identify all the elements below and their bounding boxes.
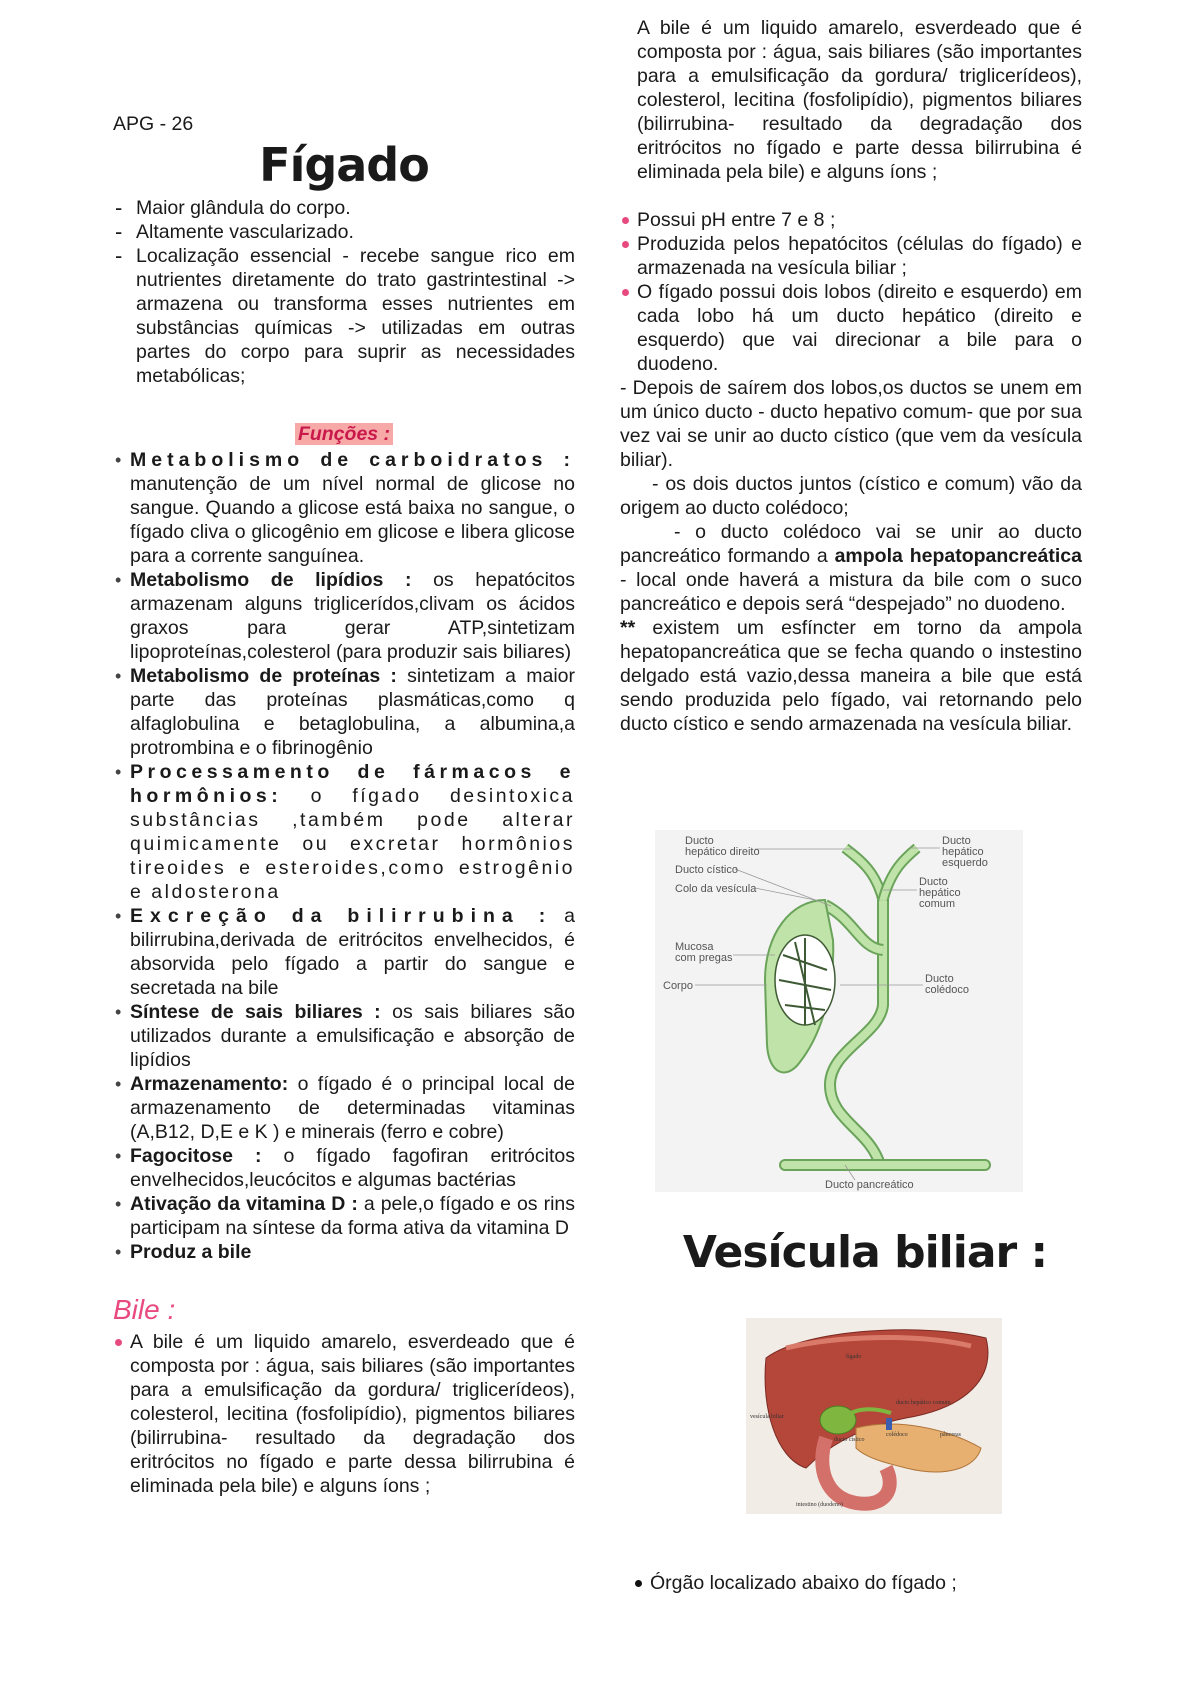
label-pancreatic: Ducto pancreático [825,1179,914,1191]
list-item: - Altamente vascularizado. [113,220,575,244]
liver-anatomy-illustration [746,1318,1002,1514]
list-item: • Produz a bile [113,1240,575,1264]
anat-label-vesicula: vesícula biliar [750,1414,784,1420]
paragraph: - Depois de saírem dos lobos,os ductos se unem em um único ducto - ducto hepativo comum- que por sua vez vai se unir ao ducto cístico (que vem da vesícula biliar). [620,377,1082,471]
label-mucosa: Mucosa [675,941,714,953]
page-title: Fígado [259,138,429,192]
list-item: • Armazenamento: o fígado é o principal local de armazenamento de determinadas vitaminas (A,B12, D,E e K ) e minerais (ferro e cobre) [113,1072,575,1144]
page-code: APG - 26 [113,113,194,135]
vessel-shape [886,1418,892,1430]
anat-label-cistico: ducto cístico [834,1437,865,1443]
list-item: Produzida pelos hepatócitos (células do fígado) e armazenada na vesícula biliar ; [620,232,1082,280]
bile-list-start [113,1330,575,1497]
list-item: A bile é um liquido amarelo, esverdeado que é composta por : água, sais biliares (são importantes para a emulsificação da gordura/ triglicerídeos), colesterol, lecitina (fosfolipídio), pigmentos biliares (bilirrubina- resultado da degradação dos eritrócitos no fígado e parte dessa bilirrubina é eliminada pela bile) e alguns íons ; [113,1330,575,1426]
label-coledoco-2: colédoco [925,984,970,996]
list-item: O fígado possui dois lobos (direito e esquerdo) em cada lobo há um ducto hepático (direito e esquerdo) que vai direcionar a bile para o duodeno. [620,280,1082,376]
paragraph: - o ducto colédoco vai se unir ao ducto pancreático formando a ampola hepatopancreática - local onde haverá a mistura da bile com o suco pancreático e depois será “despejado” no duodeno. [620,521,1083,615]
list-item: Órgão localizado abaixo do fígado ; [633,1571,1073,1595]
label-mucosa-2: com pregas [675,952,733,964]
label-corpo: Corpo [663,980,693,992]
list-item: - Localização essencial - recebe sangue rico em nutrientes diretamente do trato gastrintestinal -> armazena ou transforma esses nutrientes em substâncias químicas -> utilizadas em outras partes do corpo para suprir as necessidades metabólicas; [113,244,575,388]
label-hepatic-left-2: hepático [942,846,984,858]
list-item: • Processamento de fármacos e hormônios: o fígado desintoxica substâncias ,também pode alterar quimicamente ou excretar hormônios tireoides e esteroides,como estrogênio e aldosterona [113,760,575,904]
funcoes-heading: Funções : [113,422,575,446]
list-item: • Metabolismo de lipídios : os hepatócitos armazenam alguns triglicerídos,clivam os ácidos graxos para gerar ATP,sintetizam lipoproteínas,colesterol (para produzir sais biliares) [113,568,575,664]
list-item: • Fagocitose : o fígado fagofiran eritrócitos envelhecidos,leucócitos e algumas bactérias [113,1144,575,1192]
bile-list [620,208,1082,376]
label-hepatic-common-2: hepático [919,887,961,899]
label-hepatic-left-3: esquerdo [942,857,988,869]
label-hepatic-right: Ducto [685,835,714,847]
bile-heading: Bile : [113,1294,176,1325]
list-item: • Ativação da vitamina D : a pele,o fígado e os rins participam na síntese da forma ativa da vitamina D [113,1192,575,1240]
pancreas-shape [856,1424,981,1472]
gallbladder-shape [820,1406,856,1434]
right-column [620,17,1083,736]
funcoes-list [113,448,575,1264]
list-item: • Metabolismo de carboidratos : manutenção de um nível normal de glicose no sangue. Quando a glicose está baixa no sangue, o fígado cliva o glicogênio em glicose e libera glicose para a corrente sanguínea. [113,448,575,568]
anat-label-figado: fígado [846,1354,862,1360]
anat-label-duodeno: intestino (duodeno) [796,1502,843,1508]
anat-label-hepatico-comum: ducto hepático comum [896,1400,951,1406]
vesicula-list [633,1571,1073,1595]
bile-continuation-text: A bile é um liquido amarelo, esverdeado que é composta por : água, sais biliares (são importantes para a emulsificação da gordura/ triglicerídeos), colesterol, lecitina (fosfolipídio), pigmentos biliares (bilirrubina- resultado da degradação dos eritrócitos no fígado e parte dessa bilirrubina é eliminada pela bile) e alguns íons ; [637,17,1082,183]
list-item: • Excreção da bilirrubina : a bilirrubina,derivada de eritrócitos envelhecidos, é absorvida pelo fígado a partir do sangue e secretada na bile [113,904,575,1000]
label-colo: Colo da vesícula [675,883,757,895]
label-hepatic-left: Ducto [942,835,971,847]
liver-anatomy-svg [746,1318,1002,1514]
label-hepatic-common: Ducto [919,876,948,888]
intro-list [113,196,575,388]
section-title-vesicula: Vesícula biliar : [682,1227,1048,1278]
paragraph: - os dois ductos juntos (cístico e comum) vão da origem ao ducto colédoco; [620,473,1082,519]
bile-continuation [620,17,1082,208]
anat-label-pancreas: pâncreas [940,1432,961,1438]
list-item: Possui pH entre 7 e 8 ; [620,208,1082,232]
list-item: • Metabolismo de proteínas : sintetizam a maior parte das proteínas plasmáticas,como q alfaglobulina e betaglobulina, a albumina,a protrombina e o fibrinogênio [113,664,575,760]
label-hepatic-right-2: hepático direito [685,846,760,858]
leader-line [755,888,815,900]
label-hepatic-common-3: comum [919,898,956,910]
left-column [113,112,576,1497]
label-cystic: Ducto cístico [675,864,738,876]
list-item: • Síntese de sais biliares : os sais biliares são utilizados durante a emulsificação e absorção de lipídios [113,1000,575,1072]
anat-label-coledoco: colédoco [886,1432,908,1438]
list-item: - Maior glândula do corpo. [113,196,575,220]
label-coledoco: Ducto [925,973,954,985]
biliary-duct-diagram [655,830,1023,1192]
biliary-duct-svg [655,830,1023,1192]
paragraph: ** existem um esfíncter em torno da ampola hepatopancreática que se fecha quando o instestino delgado está vazio,dessa maneira a bile que está sendo produzida pelo fígado, vai retornando pelo ducto cístico e sendo armazenada na vesícula biliar. [620,617,1082,735]
